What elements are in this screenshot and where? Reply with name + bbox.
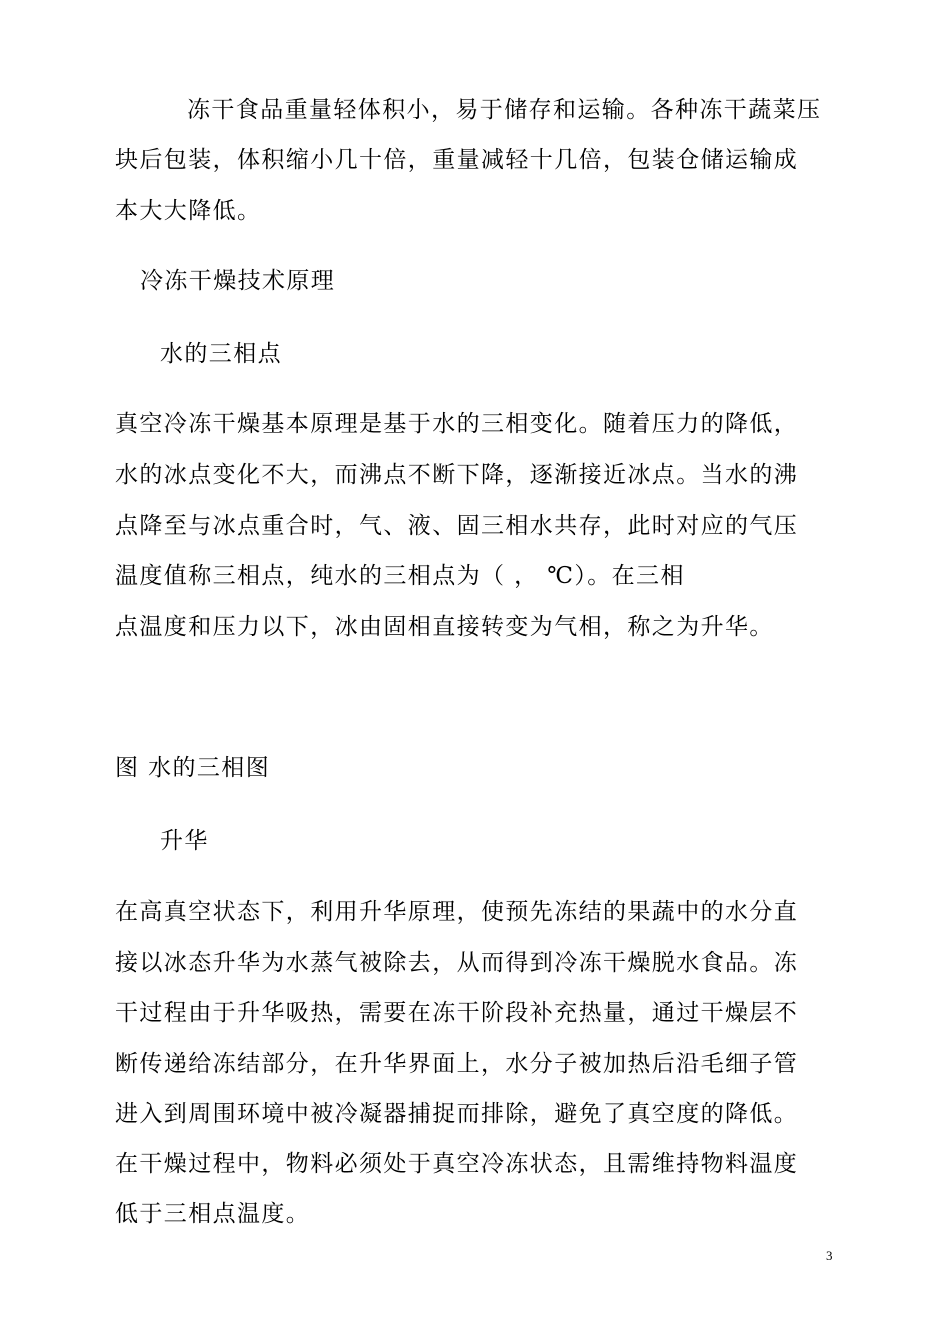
- paragraph-1-line-2: 块后包装，体积缩小几十倍，重量减轻十几倍，包装仓储运输成: [115, 147, 799, 173]
- paragraph-3-line-2: 接以冰态升华为水蒸气被除去，从而得到冷冻干燥脱水食品。冻: [115, 950, 799, 976]
- paragraph-3-line-1: 在高真空状态下，利用升华原理，使预先冻结的果蔬中的水分直: [115, 899, 799, 925]
- figure-caption: 图 水的三相图: [115, 755, 271, 781]
- subsection-heading-sublimation: 升华: [160, 828, 209, 854]
- paragraph-3-line-3: 干过程由于升华吸热，需要在冻干阶段补充热量，通过干燥层不: [115, 1000, 799, 1026]
- paragraph-2-line-4: 温度值称三相点，纯水的三相点为（ ， ℃）。在三相: [115, 563, 685, 589]
- paragraph-2-line-1: 真空冷冻干燥基本原理是基于水的三相变化。随着压力的降低，: [115, 411, 799, 437]
- page-number: 3: [826, 1248, 833, 1263]
- paragraph-1-line-1: 冻干食品重量轻体积小，易于储存和运输。各种冻干蔬菜压: [187, 97, 822, 123]
- subsection-heading-triple-point: 水的三相点: [160, 341, 282, 367]
- section-heading-freeze-drying-principle: 冷冻干燥技术原理: [140, 268, 336, 294]
- paragraph-3-line-4: 断传递给冻结部分，在升华界面上，水分子被加热后沿毛细子管: [115, 1051, 799, 1077]
- paragraph-2-line-5: 点温度和压力以下，冰由固相直接转变为气相，称之为升华。: [115, 614, 774, 640]
- paragraph-3-line-7: 低于三相点温度。: [115, 1201, 311, 1227]
- paragraph-2-line-2: 水的冰点变化不大，而沸点不断下降，逐渐接近冰点。当水的沸: [115, 462, 799, 488]
- paragraph-1-line-3: 本大大降低。: [115, 198, 262, 224]
- paragraph-2-line-3: 点降至与冰点重合时，气、液、固三相水共存，此时对应的气压: [115, 513, 799, 539]
- paragraph-3-line-5: 进入到周围环境中被冷凝器捕捉而排除，避免了真空度的降低。: [115, 1101, 799, 1127]
- paragraph-3-line-6: 在干燥过程中，物料必须处于真空冷冻状态，且需维持物料温度: [115, 1151, 799, 1177]
